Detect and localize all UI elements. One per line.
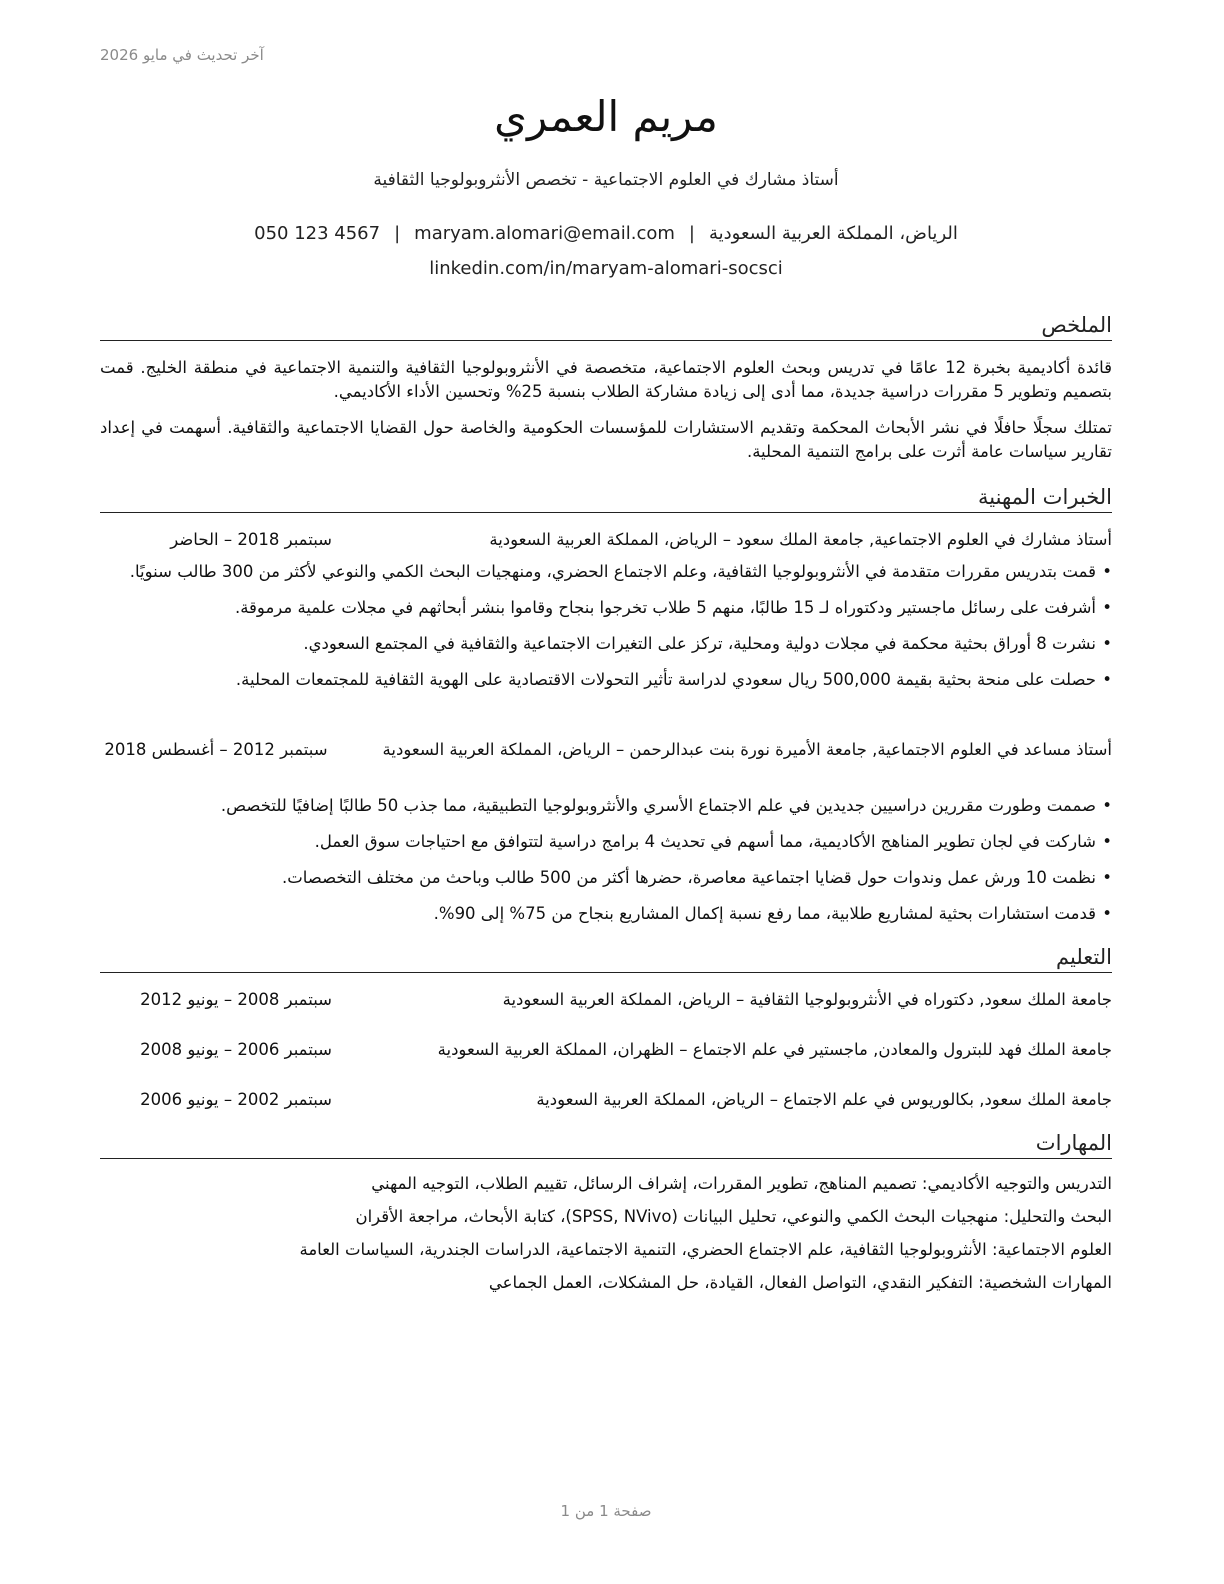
education-title: جامعة الملك سعود, دكتوراه في الأنثروبولوجيا الثقافية – الرياض، المملكة العربية السعودية bbox=[502, 990, 1112, 1009]
list-item: • نشرت 8 أوراق بحثية محكمة في مجلات دولية ومحلية، تركز على التغيرات الاجتماعية والثقافية في المجتمع السعودي. bbox=[100, 632, 1112, 656]
contact-separator: | bbox=[688, 223, 695, 244]
page-number: صفحة 1 من 1 bbox=[560, 1502, 652, 1520]
skill-line: المهارات الشخصية: التفكير النقدي، التواصل الفعال، القيادة، حل المشكلات، العمل الجماعي bbox=[488, 1273, 1112, 1292]
job-header bbox=[100, 738, 1112, 788]
list-item: • شاركت في لجان تطوير المناهج الأكاديمية، مما أسهم في تحديث 4 برامج دراسية لتتوافق مع احتياجات سوق العمل. bbox=[100, 830, 1112, 854]
list-item: • حصلت على منحة بحثية بقيمة 500,000 ريال سعودي لدراسة تأثير التحولات الاقتصادية على الهوية الثقافية للمجتمعات المحلية. bbox=[100, 668, 1112, 692]
skill-line: التدريس والتوجيه الأكاديمي: تصميم المناهج، تطوير المقررات، إشراف الرسائل، تقييم الطلاب، التوجيه المهني bbox=[371, 1174, 1112, 1193]
skill-line: البحث والتحليل: منهجيات البحث الكمي والنوعي، تحليل البيانات (SPSS, NVivo)، كتابة الأبحاث، مراجعة الأقران bbox=[355, 1207, 1112, 1226]
education-title: جامعة الملك فهد للبترول والمعادن, ماجستير في علم الاجتماع – الظهران، المملكة العربية السعودية bbox=[437, 1040, 1112, 1059]
contact-separator: | bbox=[394, 223, 401, 244]
experience-heading: الخبرات المهنية bbox=[100, 484, 1112, 513]
skills-heading: المهارات bbox=[100, 1130, 1112, 1159]
list-item: • نظمت 10 ورش عمل وندوات حول قضايا اجتماعية معاصرة، حضرها أكثر من 500 طالب وباحث من مختلف التخصصات. bbox=[100, 866, 1112, 890]
education-heading: التعليم bbox=[100, 944, 1112, 973]
job-header bbox=[100, 528, 1112, 554]
job-bullets bbox=[100, 794, 1112, 938]
job-title: أستاذ مساعد في العلوم الاجتماعية, جامعة الأميرة نورة بنت عبدالرحمن – الرياض، المملكة العربية السعودية bbox=[382, 740, 1112, 759]
education-dates: سبتمبر 2006 – يونيو 2008 bbox=[140, 1040, 332, 1059]
last-updated-note: آخر تحديث في مايو 2026 bbox=[100, 46, 264, 64]
linkedin-link[interactable]: linkedin.com/in/maryam-alomari-socsci bbox=[429, 258, 783, 279]
job-subtitle: أستاذ مشارك في العلوم الاجتماعية - تخصص الأنثروبولوجيا الثقافية bbox=[373, 170, 839, 190]
skills-list bbox=[100, 1172, 1112, 1304]
person-name: مريم العمري bbox=[494, 92, 718, 141]
job-title: أستاذ مشارك في العلوم الاجتماعية, جامعة الملك سعود – الرياض، المملكة العربية السعودية bbox=[489, 530, 1112, 549]
resume-page bbox=[100, 0, 1112, 1584]
list-item: • قدمت استشارات بحثية لمشاريع طلابية، مما رفع نسبة إكمال المشاريع بنجاح من 75% إلى 90%. bbox=[100, 902, 1112, 926]
skill-line: العلوم الاجتماعية: الأنثروبولوجيا الثقافية، علم الاجتماع الحضري، التنمية الاجتماعية، الدراسات الجندرية، السياسات العامة bbox=[299, 1240, 1112, 1259]
summary-paragraph: قائدة أكاديمية بخبرة 12 عامًا في تدريس وبحث العلوم الاجتماعية، متخصصة في الأنثروبولوجيا الثقافية والتنمية الاجتماعية في منطقة الخليج. قمت بتصميم وتطوير 5 مقررات دراسية جديدة، مما أدى إلى زيادة مشاركة الطلاب بنسبة 25% وتحسين الأداء الأكاديمي. bbox=[100, 358, 1112, 401]
education-item bbox=[100, 988, 1112, 1014]
job-bullets bbox=[100, 560, 1112, 704]
list-item: • أشرفت على رسائل ماجستير ودكتوراه لـ 15 طالبًا، منهم 5 طلاب تخرجوا بنجاح وقاموا بنشر أبحاثهم في مجلات علمية مرموقة. bbox=[100, 596, 1112, 620]
contact-phone[interactable]: 050 123 4567 bbox=[254, 223, 381, 244]
contact-email[interactable]: maryam.alomari@email.com bbox=[414, 223, 675, 244]
contact-line bbox=[100, 223, 1112, 244]
list-item: • صممت وطورت مقررين دراسيين جديدين في علم الاجتماع الأسري والأنثروبولوجيا التطبيقية، مما جذب 50 طالبًا إضافيًا للتخصص. bbox=[100, 794, 1112, 818]
education-dates: سبتمبر 2002 – يونيو 2006 bbox=[140, 1090, 332, 1109]
summary-heading: الملخص bbox=[100, 312, 1112, 341]
education-item bbox=[100, 1038, 1112, 1064]
education-dates: سبتمبر 2008 – يونيو 2012 bbox=[140, 990, 332, 1009]
list-item: • قمت بتدريس مقررات متقدمة في الأنثروبولوجيا الثقافية، وعلم الاجتماع الحضري، ومنهجيات البحث الكمي والنوعي لأكثر من 300 طالب سنويًا. bbox=[100, 560, 1112, 584]
job-dates: سبتمبر 2012 – أغسطس 2018 bbox=[104, 740, 328, 759]
contact-location: الرياض، المملكة العربية السعودية bbox=[708, 223, 958, 244]
education-item bbox=[100, 1088, 1112, 1114]
job-dates: سبتمبر 2018 – الحاضر bbox=[170, 530, 332, 549]
summary-paragraph: تمتلك سجلًا حافلًا في نشر الأبحاث المحكمة وتقديم الاستشارات للمؤسسات الحكومية والخاصة حول القضايا الاجتماعية والثقافية. أسهمت في إعداد تقارير سياسات عامة أثرت على برامج التنمية المحلية. bbox=[100, 418, 1112, 461]
education-title: جامعة الملك سعود, بكالوريوس في علم الاجتماع – الرياض، المملكة العربية السعودية bbox=[536, 1090, 1112, 1109]
